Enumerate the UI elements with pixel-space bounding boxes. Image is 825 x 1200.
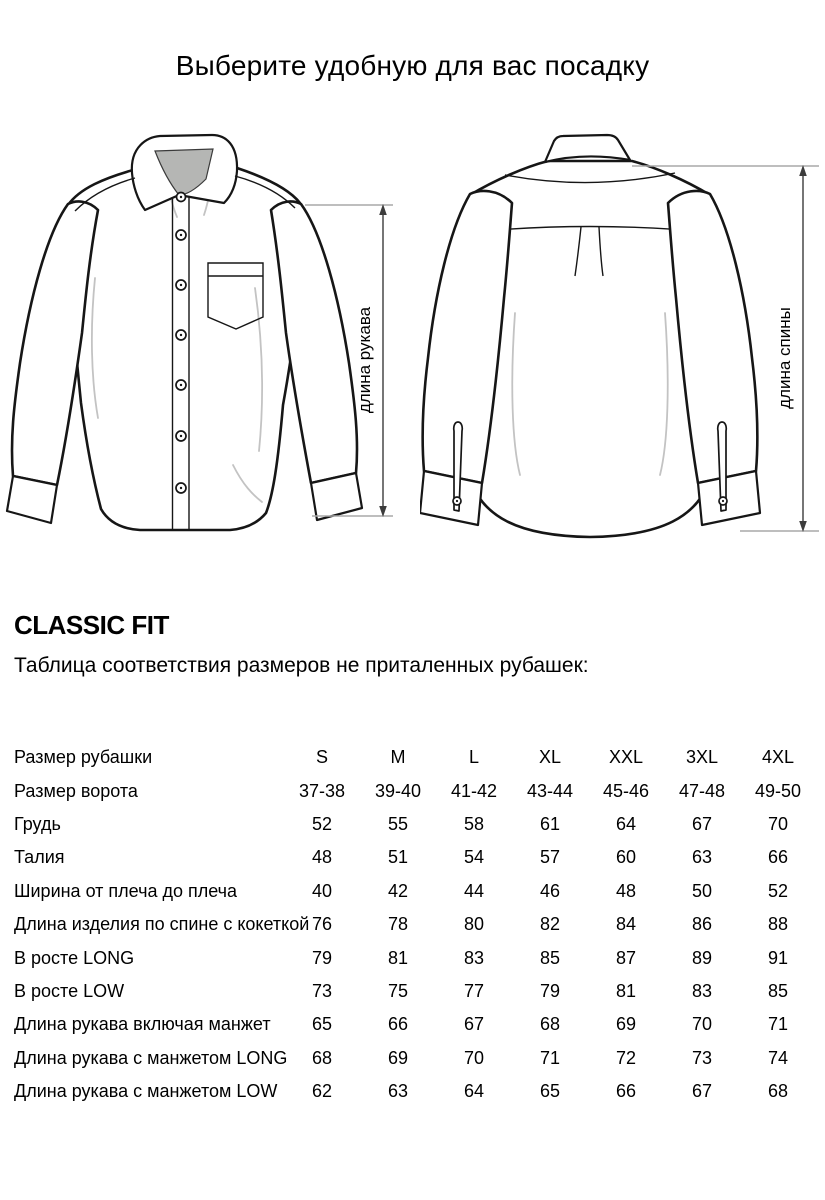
cell-value: 45-46 — [602, 780, 650, 801]
cell-value: L — [468, 747, 479, 768]
table-row — [14, 1075, 816, 1108]
table-row — [14, 875, 816, 908]
cell-value: 63 — [387, 1081, 409, 1102]
cell-value: 77 — [463, 980, 485, 1001]
table-row — [14, 941, 816, 974]
table-row — [14, 1008, 816, 1041]
cell-value: 72 — [615, 1047, 637, 1068]
cell-value: 65 — [539, 1081, 561, 1102]
table-row — [14, 741, 816, 774]
cell-value: M — [390, 747, 406, 768]
cell-value: 82 — [539, 914, 561, 935]
cell-value: 54 — [463, 847, 485, 868]
row-label: Длина рукава с манжетом LONG — [14, 1047, 288, 1068]
cell-value: 66 — [615, 1081, 637, 1102]
cell-value: 68 — [539, 1014, 561, 1035]
cell-value: 49-50 — [754, 780, 802, 801]
cell-value: XXL — [608, 747, 644, 768]
cell-value: XL — [538, 747, 562, 768]
size-table-body — [14, 741, 816, 1108]
row-label: Размер рубашки — [14, 747, 153, 768]
cell-value: 85 — [767, 980, 789, 1001]
cell-value: 42 — [387, 880, 409, 901]
table-row — [14, 975, 816, 1008]
cell-value: 63 — [691, 847, 713, 868]
row-label: Длина изделия по спине с кокеткой — [14, 914, 310, 935]
cell-value: 48 — [615, 880, 637, 901]
table-row — [14, 908, 816, 941]
cell-value: 70 — [691, 1014, 713, 1035]
cell-value: 78 — [387, 914, 409, 935]
cell-value: 69 — [615, 1014, 637, 1035]
cell-value: 40 — [311, 880, 333, 901]
table-row — [14, 841, 816, 874]
row-label: Ширина от плеча до плеча — [14, 880, 238, 901]
cell-value: 44 — [463, 880, 485, 901]
section-subtitle: Таблица соответствия размеров не приталенных рубашек: — [14, 654, 589, 677]
cell-value: 70 — [463, 1047, 485, 1068]
cell-value: 81 — [615, 980, 637, 1001]
cell-value: 68 — [767, 1081, 789, 1102]
cell-value: 67 — [691, 813, 713, 834]
shirt-front-illustration — [5, 133, 400, 545]
cell-value: 41-42 — [450, 780, 498, 801]
cell-value: 73 — [691, 1047, 713, 1068]
cell-value: 67 — [463, 1014, 485, 1035]
cell-value: 83 — [691, 980, 713, 1001]
cell-value: 79 — [539, 980, 561, 1001]
cell-value: 87 — [615, 947, 637, 968]
cell-value: 67 — [691, 1081, 713, 1102]
cell-value: S — [315, 747, 328, 768]
cell-value: 48 — [311, 847, 333, 868]
cell-value: 68 — [311, 1047, 333, 1068]
cell-value: 65 — [311, 1014, 333, 1035]
cell-value: 81 — [387, 947, 409, 968]
cell-value: 64 — [463, 1081, 485, 1102]
cell-value: 4XL — [761, 747, 795, 768]
cell-value: 71 — [767, 1014, 789, 1035]
cell-value: 88 — [767, 914, 789, 935]
row-label: Грудь — [14, 813, 61, 834]
cell-value: 55 — [387, 813, 409, 834]
cell-value: 3XL — [685, 747, 719, 768]
cell-value: 75 — [387, 980, 409, 1001]
cell-value: 39-40 — [374, 780, 422, 801]
cell-value: 73 — [311, 980, 333, 1001]
cell-value: 52 — [311, 813, 333, 834]
cell-value: 74 — [767, 1047, 789, 1068]
row-label: В росте LOW — [14, 980, 125, 1001]
row-label: Размер ворота — [14, 780, 138, 801]
page-title: Выберите удобную для вас посадку — [175, 50, 650, 81]
shirt-back-illustration — [420, 133, 825, 545]
cell-value: 62 — [311, 1081, 333, 1102]
cell-value: 69 — [387, 1047, 409, 1068]
table-row — [14, 774, 816, 807]
cell-value: 80 — [463, 914, 485, 935]
cell-value: 70 — [767, 813, 789, 834]
cell-value: 47-48 — [678, 780, 726, 801]
cell-value: 76 — [311, 914, 333, 935]
cell-value: 60 — [615, 847, 637, 868]
back-length-label: длина спины — [775, 307, 794, 409]
cell-value: 66 — [767, 847, 789, 868]
table-row — [14, 1042, 816, 1075]
cell-value: 58 — [463, 813, 485, 834]
cell-value: 83 — [463, 947, 485, 968]
section-heading: CLASSIC FIT — [14, 610, 169, 640]
cell-value: 37-38 — [298, 780, 346, 801]
cell-value: 51 — [387, 847, 409, 868]
front-left-cuff — [7, 476, 57, 523]
shirt-front-body — [68, 168, 302, 530]
table-row — [14, 808, 816, 841]
cell-value: 91 — [767, 947, 789, 968]
cell-value: 50 — [691, 880, 713, 901]
size-table — [14, 741, 816, 1108]
row-label: Талия — [14, 847, 65, 868]
cell-value: 64 — [615, 813, 637, 834]
cell-value: 71 — [539, 1047, 561, 1068]
sleeve-length-label: длина рукава — [355, 306, 374, 414]
cell-value: 85 — [539, 947, 561, 968]
cell-value: 57 — [539, 847, 561, 868]
cell-value: 61 — [539, 813, 561, 834]
row-label: Длина рукава с манжетом LOW — [14, 1081, 278, 1102]
cell-value: 66 — [387, 1014, 409, 1035]
cell-value: 84 — [615, 914, 637, 935]
row-label: В росте LONG — [14, 947, 135, 968]
cell-value: 43-44 — [526, 780, 574, 801]
cell-value: 86 — [691, 914, 713, 935]
cell-value: 79 — [311, 947, 333, 968]
cell-value: 89 — [691, 947, 713, 968]
row-label: Длина рукава включая манжет — [14, 1014, 271, 1035]
cell-value: 52 — [767, 880, 789, 901]
cell-value: 46 — [539, 880, 561, 901]
